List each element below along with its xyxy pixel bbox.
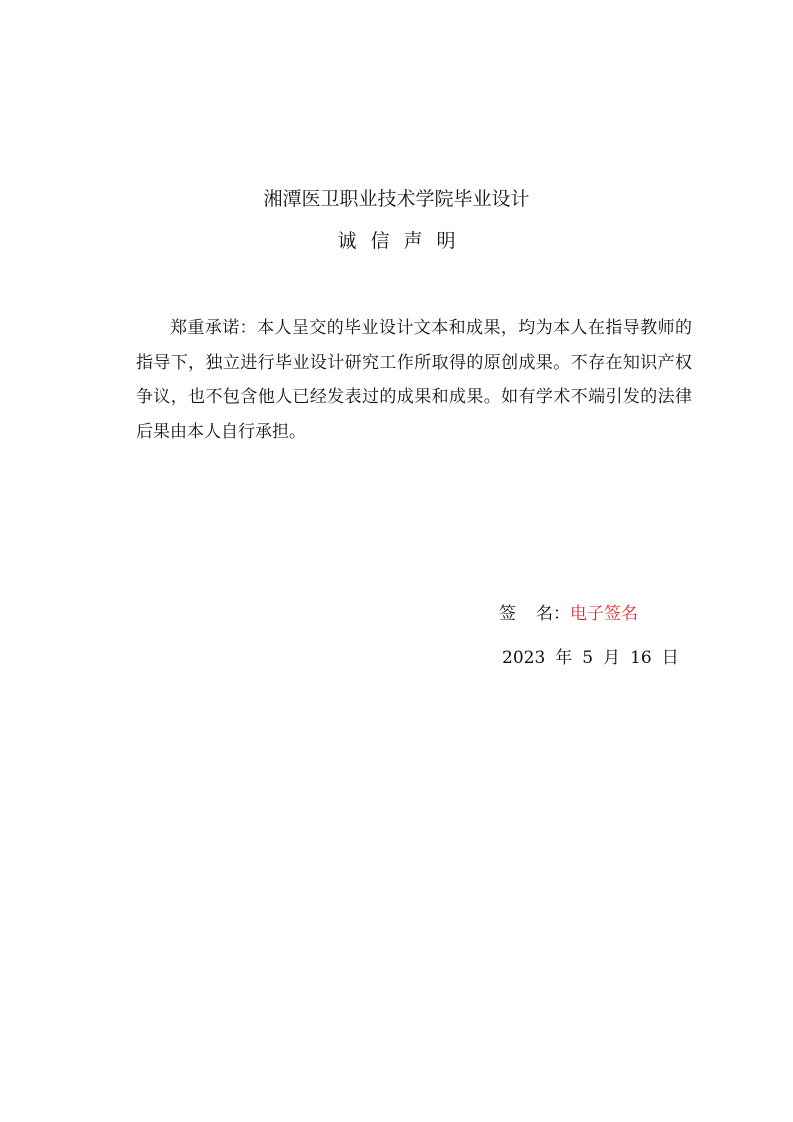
signature-label-char2: 名： — [536, 604, 570, 624]
signature-line — [499, 602, 638, 626]
statement-paragraph: 郑重承诺：本人呈交的毕业设计文本和成果，均为本人在指导教师的指导下，独立进行毕业设计研究工作所取得的原创成果。不存在知识产权争议，也不包含他人已经发表过的成果和成果。如有学术不端引发的法律后果由本人自行承担。 — [136, 318, 692, 442]
date-line — [502, 646, 679, 670]
document-subtitle: 诚信声明 — [337, 230, 470, 252]
date-day: 16 — [630, 648, 652, 668]
signature-label-char1: 签 — [499, 604, 516, 624]
signature-value: 电子签名 — [570, 604, 638, 624]
date-year: 2023 — [502, 648, 546, 668]
date-day-unit: 日 — [661, 648, 679, 668]
date-month: 5 — [582, 648, 594, 668]
date-month-unit: 月 — [603, 648, 621, 668]
date-year-unit: 年 — [555, 648, 573, 668]
document-title: 湘潭医卫职业技术学院毕业设计 — [263, 188, 530, 210]
